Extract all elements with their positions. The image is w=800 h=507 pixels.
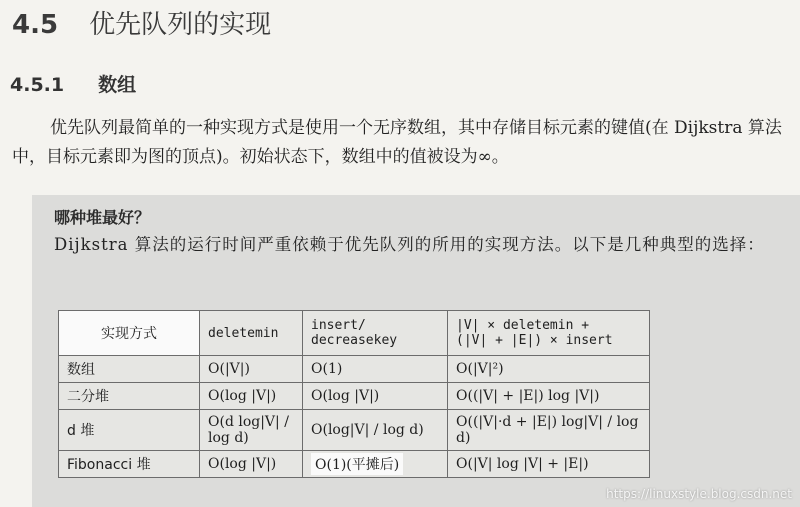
section-number: 4.5 [12,10,59,40]
cell: O(|V|²) [448,356,650,383]
col-header-total: |V| × deletemin + (|V| + |E|) × insert [448,311,650,356]
table-row [59,451,650,478]
cell: O(|V| log |V| + |E|) [448,451,650,478]
table-row [59,356,650,383]
cell: O(log |V|) [200,451,303,478]
cell: O(d log|V| / log d) [200,410,303,451]
intro-paragraph-text: 优先队列最简单的一种实现方式是使用一个无序数组，其中存储目标元素的键值(在 Dijkstra 算法中，目标元素即为图的顶点)。初始状态下，数组中的值被设为∞。 [12,118,782,167]
row-label-d-heap: d 堆 [59,410,200,451]
col-header-deletemin: deletemin [200,311,303,356]
row-label-array: 数组 [59,356,200,383]
row-label-fibonacci-heap: Fibonacci 堆 [59,451,200,478]
cell: O(|V|) [200,356,303,383]
table-row [59,410,650,451]
table-row [59,383,650,410]
cell: O(log |V|) [303,383,448,410]
box-text: Dijkstra 算法的运行时间严重依赖于优先队列的所用的实现方法。以下是几种典型的选择： [54,235,765,254]
subsection-number: 4.5.1 [10,74,65,96]
col-header-insert: insert/ decreasekey [303,311,448,356]
box-heading: 哪种堆最好？ [54,208,151,227]
section-title: 优先队列的实现 [89,10,272,40]
amortized-cell-highlight: O(1)(平摊后) [311,453,403,475]
comparison-table [58,310,650,478]
row-label-binary-heap: 二分堆 [59,383,200,410]
cell [303,451,448,478]
cell: O((|V|·d + |E|) log|V| / log d) [448,410,650,451]
subsection-title: 数组 [98,74,137,96]
col-header-impl: 实现方式 [59,311,200,356]
section-heading [12,4,271,41]
cell: O(log |V|) [200,383,303,410]
cell: O((|V| + |E|) log |V|) [448,383,650,410]
watermark: https://linuxstyle.blog.csdn.net [606,487,792,501]
sidebar-box [32,195,800,507]
cell: O(log|V| / log d) [303,410,448,451]
subsection-heading [10,70,136,97]
intro-paragraph [12,114,792,172]
table-header-row [59,311,650,356]
cell: O(1) [303,356,448,383]
